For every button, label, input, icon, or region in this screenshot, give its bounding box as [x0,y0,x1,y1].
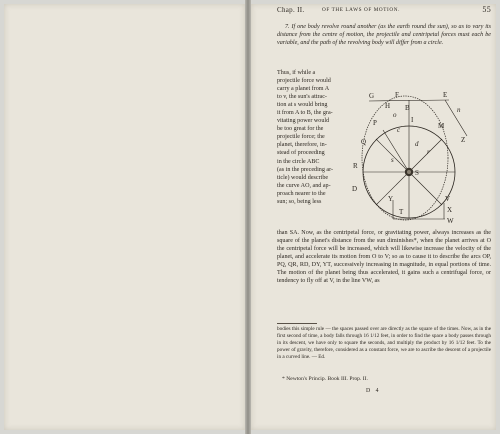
column-line: the curve AO, and ap- [277,182,331,189]
column-line: proach nearer to the [277,190,326,197]
diagram-label: F [395,91,399,99]
column-line: it from A to B, the gra- [277,110,333,117]
column-line: Thus, if while a [277,70,316,76]
proposition-text: 7. If one body revolve round another (as the earth round the sun), so as to vary its distance from the centre of motion, the projectile and centripetal forces must each be variable, and the path of the revolving body will differ from a circle. [277,24,491,47]
footnote-rule [277,323,317,324]
diagram-label: W [447,217,454,225]
diagram-label: S [415,169,419,177]
column-line: be too great for the [277,126,324,133]
tangent-lines [369,100,467,219]
footnote: * Newton's Princip. Book III. Prop. II. [282,376,368,382]
column-line: projectile force; the [277,134,325,141]
left-page [4,4,245,430]
column-line: (as in the preceding ar- [277,166,334,173]
diagram-label: Q [361,138,367,146]
body-text: than SA. Now, as the centripetal force, or gravitating power, always increases as the square of the planet's distance from the sun diminishes*, when the planet arrives at O the centripetal force will be increased, which will likewise increase the velocity of the planet, and accelerate its motion from O to V; so as to cause it to describe the arcs OP, PQ, QR, RD, DY, YT, successively increasing in magnitude, in equal portions of time. The motion of the planet being thus accelerated, it gains such a centrifugal force, or tendency to fly off at V, in the line VW, as [277,230,491,285]
column-line: in the circle ABC [277,158,320,165]
running-title: OF THE LAWS OF MOTION. [322,7,400,13]
diagram-label: V [445,195,451,203]
diagram-label: I [411,116,414,124]
orbit-ellipse [362,96,451,220]
column-line: projectile force would [277,78,331,85]
column-line: sun; so, being less [277,198,322,205]
column-text [277,69,343,206]
diagram-label: X [447,206,453,214]
diagram-label: Y [388,195,394,203]
running-header [277,6,491,16]
chapter-label: Chap. II. [277,6,305,14]
diagram-label: G [369,92,375,100]
column-line: carry a planet from A [277,86,330,93]
column-line: ticle) would describe [277,174,329,181]
column-line: planet, therefore, in- [277,142,327,149]
diagram-label: P [373,119,377,127]
column-line: tion at s would bring [277,102,328,109]
diagram-label: M [438,122,445,130]
column-line: stead of proceeding [277,150,325,157]
diagram-label: E [443,91,448,99]
diagram-label: H [385,102,391,110]
editor-note: bodies this simple rule — the spaces passed over are directly as the square of the times. Now, as in the first second of time, a body falls through 16 1/12 feet, in order to find the space a body passes through in its descent, we have only to square the seconds, and multiply the product by 16 1/12 feet. To the power of gravity, therefore, considered as a constant force, we are to ascribe the descent of a projectile in a curved line. — Ed. [277,326,491,360]
diagram-label: T [399,208,404,216]
page-number: 55 [482,5,491,14]
diagram-label: Z [461,136,466,144]
column-line: to v, the sun's attrac- [277,94,327,101]
diagram-label: c [397,126,401,134]
diagram-label: n [457,106,461,114]
orbit-diagram [339,88,475,228]
diagram-label: B [405,104,410,112]
diagram-label: D [352,185,358,193]
diagram-label: R [353,162,358,170]
signature-mark: D 4 [366,388,381,394]
diagram-label: d [415,140,419,148]
column-line: vitating power would [277,118,330,125]
diagram-label: r [427,148,430,156]
diagram-label: s [391,156,394,164]
diagram-label: o [393,111,397,119]
